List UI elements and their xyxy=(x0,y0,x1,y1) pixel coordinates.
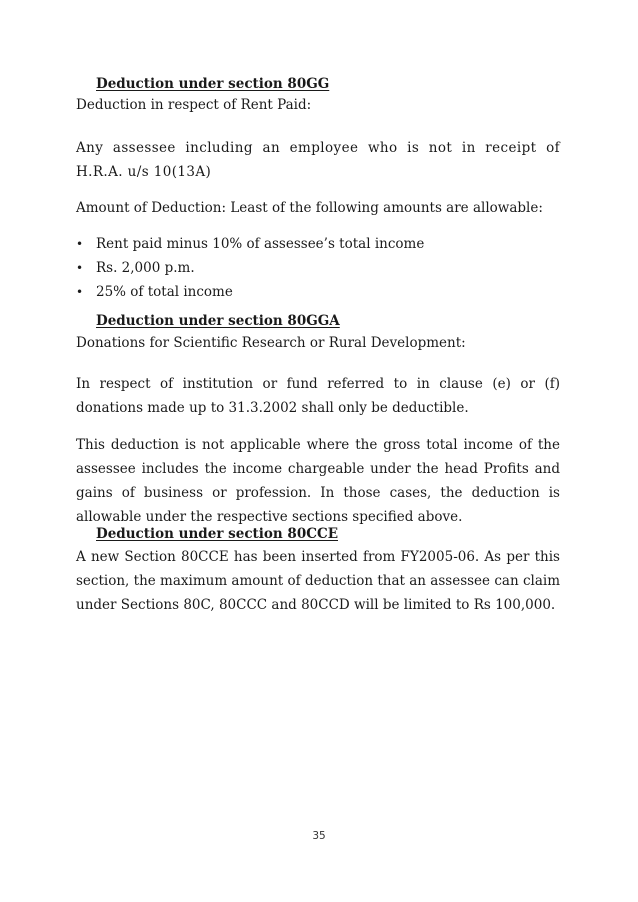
section-80gg-amount-intro: Amount of Deduction: Least of the following amounts are allowable: xyxy=(76,200,543,216)
section-80gg-bullet-list xyxy=(76,232,424,304)
section-80gga-paragraph-2: This deduction is not applicable where the gross total income of the assessee includes the income chargeable under the head Profits and gains of business or profession. In those cases, the deduction is allowable under the respective sections specified above. xyxy=(76,437,560,525)
section-80gg-subtitle: Deduction in respect of Rent Paid: xyxy=(76,97,312,113)
section-80gg-eligibility: Any assessee including an employee who is not in receipt of H.R.A. u/s 10(13A) xyxy=(76,140,560,180)
list-item-text: Rent paid minus 10% of assessee’s total income xyxy=(96,236,425,252)
bullet-icon: • xyxy=(76,237,84,251)
section-80gga-paragraph-1: In respect of institution or fund referred to in clause (e) or (f) donations made up to 31.3.2002 shall only be deductible. xyxy=(76,376,560,416)
section-80gga-subtitle: Donations for Scientific Research or Rural Development: xyxy=(76,335,466,351)
list-item-text: Rs. 2,000 p.m. xyxy=(96,260,195,276)
bullet-icon: • xyxy=(76,261,84,275)
section-80cce-paragraph-1: A new Section 80CCE has been inserted from FY2005-06. As per this section, the maximum amount of deduction that an assessee can claim under Sections 80C, 80CCC and 80CCD will be limited to Rs 100,000. xyxy=(76,549,560,613)
list-item xyxy=(76,280,424,304)
page-number: 35 xyxy=(312,830,326,842)
list-item-text: 25% of total income xyxy=(96,284,233,300)
list-item xyxy=(76,232,424,256)
bullet-icon: • xyxy=(76,285,84,299)
section-heading-80gg: Deduction under section 80GG xyxy=(96,76,330,92)
section-heading-80cce: Deduction under section 80CCE xyxy=(96,526,338,542)
section-heading-80gga: Deduction under section 80GGA xyxy=(96,313,340,329)
list-item xyxy=(76,256,424,280)
